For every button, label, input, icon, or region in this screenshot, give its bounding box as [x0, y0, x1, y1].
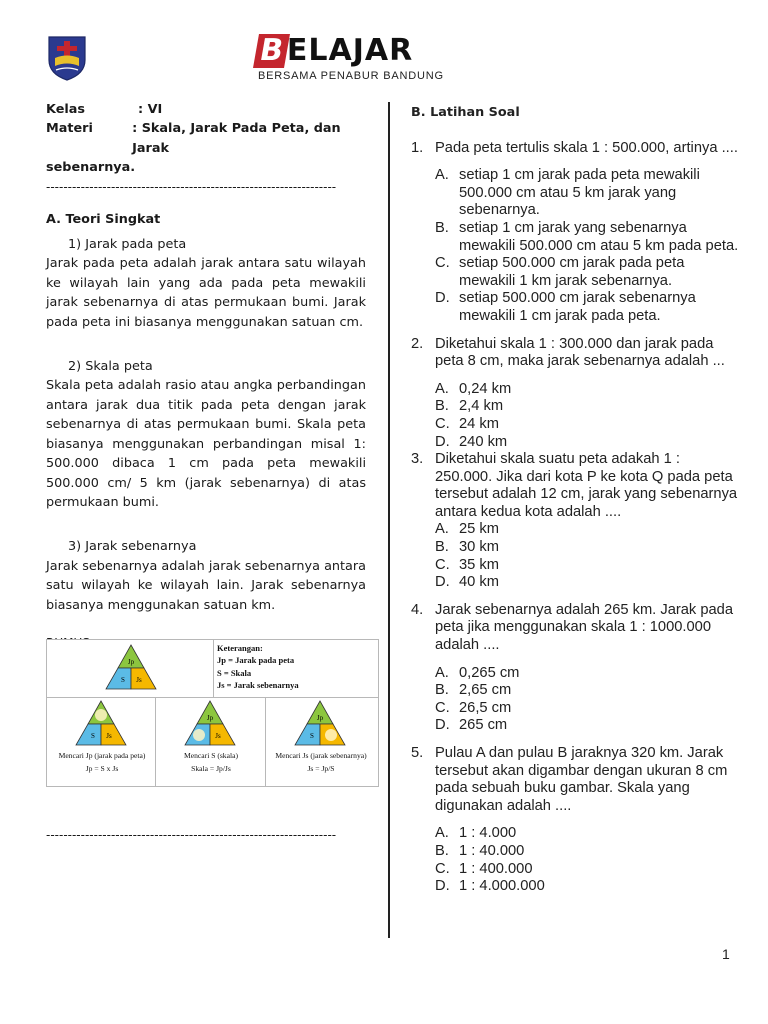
- caption-jp-formula: Jp = S x Js: [85, 764, 119, 773]
- question-text: Pulau A dan pulau B jaraknya 320 km. Jarak tersebut akan digambar dengan ukuran 8 cm pada sebuah buku gambar. Skala yang digunakan adalah ....: [435, 745, 728, 814]
- brand-initial: B: [253, 34, 290, 68]
- option-letter: B.: [435, 219, 449, 236]
- option-letter: A.: [435, 380, 449, 397]
- option-2d: [435, 434, 741, 452]
- rumus-triangle-main: [105, 644, 157, 690]
- caption-jp-title: Mencari Jp (jarak pada peta): [58, 751, 146, 760]
- option-5d: [435, 878, 741, 896]
- tri-main-top-label: Jp: [127, 658, 135, 666]
- option-letter: B.: [435, 398, 449, 415]
- teori-body-2: Skala peta adalah rasio atau angka perbandingan antara jarak dua titik pada peta dengan jarak sebenarnya di atas permukaan bumi. Skala peta biasanya menggunakan perbandingan misal 1: 500.000 dibaca 1 cm pada peta mewakili 500.000 cm/ 5 km (jarak sebenarnya) di atas permukaan bumi.: [46, 378, 366, 510]
- dashed-separator-bottom: -------------------------------------------------------------------: [46, 828, 337, 842]
- option-text: 24 km: [459, 415, 499, 432]
- option-3c: [435, 557, 741, 575]
- option-1c: [435, 255, 741, 290]
- rumus-triangle-js: [294, 700, 346, 746]
- option-letter: C.: [435, 699, 450, 716]
- option-letter: A.: [435, 521, 449, 538]
- options-3: [435, 521, 741, 591]
- column-divider: [388, 102, 390, 938]
- question-3: [411, 451, 741, 521]
- option-letter: D.: [435, 878, 450, 895]
- tri-main-left-label: S: [121, 676, 125, 684]
- option-1a: [435, 167, 741, 220]
- option-text: 40 km: [459, 574, 499, 591]
- question-5: [411, 745, 741, 815]
- option-text: 0,265 cm: [459, 664, 520, 681]
- materi-value: : Skala, Jarak Pada Peta, dan Jarak: [132, 121, 341, 156]
- keterangan-jp: Jp = Jarak pada peta: [217, 655, 295, 666]
- question-text: Diketahui skala 1 : 300.000 dan jarak pada peta 8 cm, maka jarak sebenarnya adalah ...: [435, 335, 725, 370]
- option-text: 0,24 km: [459, 380, 512, 397]
- option-letter: C.: [435, 255, 450, 272]
- option-text: 265 cm: [459, 717, 508, 734]
- rumus-figure: [46, 639, 379, 787]
- option-text: 25 km: [459, 521, 499, 538]
- caption-s-title: Mencari S (skala): [184, 751, 238, 760]
- option-text: 2,65 cm: [459, 682, 512, 699]
- option-letter: A.: [435, 664, 449, 681]
- option-3d: [435, 574, 741, 592]
- option-text: 1 : 40.000: [459, 842, 525, 859]
- tri-main-right-label: Js: [136, 676, 142, 684]
- kelas-label: Kelas: [46, 102, 86, 117]
- tri-s-top-label: Jp: [206, 714, 214, 722]
- question-number: 3.: [411, 451, 424, 468]
- question-number: 2.: [411, 335, 424, 352]
- kelas-value: : VI: [138, 102, 163, 117]
- hand-icon: [325, 729, 337, 741]
- brand-logo: [256, 34, 413, 68]
- caption-jp: [47, 751, 157, 773]
- caption-js: [266, 751, 376, 773]
- question-2: [411, 336, 741, 371]
- option-letter: C.: [435, 415, 450, 432]
- options-2: [435, 381, 741, 451]
- option-letter: A.: [435, 167, 449, 184]
- options-1: [435, 167, 741, 325]
- option-letter: D.: [435, 574, 450, 591]
- brand-subtitle: BERSAMA PENABUR BANDUNG: [258, 70, 444, 82]
- question-1: [411, 140, 741, 158]
- materi-label: Materi: [46, 121, 93, 137]
- option-letter: B.: [435, 682, 449, 699]
- question-4: [411, 602, 741, 655]
- right-column: [411, 100, 741, 896]
- page-number: 1: [722, 946, 730, 962]
- option-text: setiap 500.000 cm jarak sebenarnya mewakili 1 cm jarak pada peta.: [459, 290, 696, 324]
- teori-heading-2: 2) Skala peta: [68, 359, 153, 375]
- option-letter: B.: [435, 842, 449, 859]
- option-text: 26,5 cm: [459, 699, 512, 716]
- question-text: Jarak sebenarnya adalah 265 km. Jarak pada peta jika menggunakan skala 1 : 1000.000 adalah ....: [435, 601, 734, 654]
- option-letter: C.: [435, 860, 450, 877]
- option-4d: [435, 717, 741, 735]
- materi-row: [46, 119, 366, 158]
- option-text: 2,4 km: [459, 398, 504, 415]
- keterangan-js: Js = Jarak sebenarnya: [217, 680, 299, 691]
- option-4a: [435, 665, 741, 683]
- keterangan-title: Keterangan:: [217, 643, 263, 653]
- section-title-teori: A. Teori Singkat: [46, 211, 161, 227]
- dashed-separator-top: -------------------------------------------------------------------: [46, 179, 337, 194]
- caption-s: [156, 751, 266, 773]
- materi-continuation: sebenarnya.: [46, 160, 136, 176]
- option-letter: C.: [435, 556, 450, 573]
- tri-js-left-label: S: [310, 732, 314, 740]
- hand-icon: [95, 709, 107, 721]
- option-text: setiap 500.000 cm jarak pada peta mewakili 1 km jarak sebenarnya.: [459, 255, 685, 289]
- option-2c: [435, 416, 741, 434]
- school-shield-logo: [46, 34, 88, 82]
- options-5: [435, 825, 741, 895]
- option-2b: [435, 398, 741, 416]
- caption-s-formula: Skala = Jp/Js: [191, 764, 231, 773]
- option-4c: [435, 700, 741, 718]
- option-letter: D.: [435, 433, 450, 450]
- option-3b: [435, 539, 741, 557]
- question-text: Pada peta tertulis skala 1 : 500.000, artinya ....: [435, 139, 738, 156]
- brand-name: ELAJAR: [286, 33, 414, 68]
- option-3a: [435, 521, 741, 539]
- hand-icon: [193, 729, 205, 741]
- options-4: [435, 665, 741, 735]
- option-5a: [435, 825, 741, 843]
- option-4b: [435, 682, 741, 700]
- option-2a: [435, 381, 741, 399]
- left-column: [46, 100, 366, 653]
- option-5c: [435, 861, 741, 879]
- rumus-triangle-jp: [75, 700, 127, 746]
- tri-jp-left-label: S: [91, 732, 95, 740]
- option-text: 1 : 4.000.000: [459, 878, 545, 895]
- question-number: 1.: [411, 139, 424, 156]
- keterangan-s: S = Skala: [217, 667, 252, 678]
- option-text: 35 km: [459, 556, 499, 573]
- question-number: 4.: [411, 601, 424, 618]
- option-text: 1 : 400.000: [459, 860, 533, 877]
- teori-heading-1: 1) Jarak pada peta: [68, 237, 187, 253]
- option-letter: A.: [435, 825, 449, 842]
- option-5b: [435, 843, 741, 861]
- teori-heading-3: 3) Jarak sebenarnya: [68, 539, 197, 555]
- rumus-keterangan: [217, 642, 299, 692]
- teori-body-3: Jarak sebenarnya adalah jarak sebenarnya antara satu wilayah ke wilayah lain. Jarak sebenarnya biasanya menggunakan satuan km.: [46, 558, 366, 613]
- option-text: 1 : 4.000: [459, 825, 517, 842]
- tri-js-top-label: Jp: [316, 714, 324, 722]
- option-text: setiap 1 cm jarak pada peta mewakili 500.000 cm atau 5 km jarak yang sebenarnya.: [459, 167, 700, 219]
- rumus-triangle-s: [184, 700, 236, 746]
- option-1b: [435, 220, 741, 255]
- tri-s-right-label: Js: [215, 732, 221, 740]
- question-number: 5.: [411, 745, 424, 761]
- caption-js-formula: Js = Jp/S: [307, 764, 335, 773]
- option-letter: B.: [435, 539, 449, 556]
- option-text: 30 km: [459, 539, 499, 556]
- caption-js-title: Mencari Js (jarak sebenarnya): [275, 751, 367, 760]
- option-letter: D.: [435, 290, 450, 307]
- section-title-latihan: B. Latihan Soal: [411, 105, 520, 120]
- kelas-row: [46, 100, 366, 119]
- option-text: setiap 1 cm jarak yang sebenarnya mewakili 500.000 cm atau 5 km pada peta.: [459, 219, 739, 254]
- tri-jp-right-label: Js: [106, 732, 112, 740]
- option-text: 240 km: [459, 433, 508, 450]
- question-text: Diketahui skala suatu peta adakah 1 : 250.000. Jika dari kota P ke kota Q pada peta tersebut adalah 12 cm, jarak yang sebenarnya antara kedua kota adalah ....: [435, 451, 738, 520]
- option-letter: D.: [435, 717, 450, 734]
- option-1d: [435, 290, 741, 325]
- teori-body-1: Jarak pada peta adalah jarak antara satu wilayah ke wilayah lain yang ada pada peta mewakili jarak sebenarnya di atas permukaan bumi. Jarak pada peta ini biasanya menggunakan satuan cm.: [46, 256, 366, 330]
